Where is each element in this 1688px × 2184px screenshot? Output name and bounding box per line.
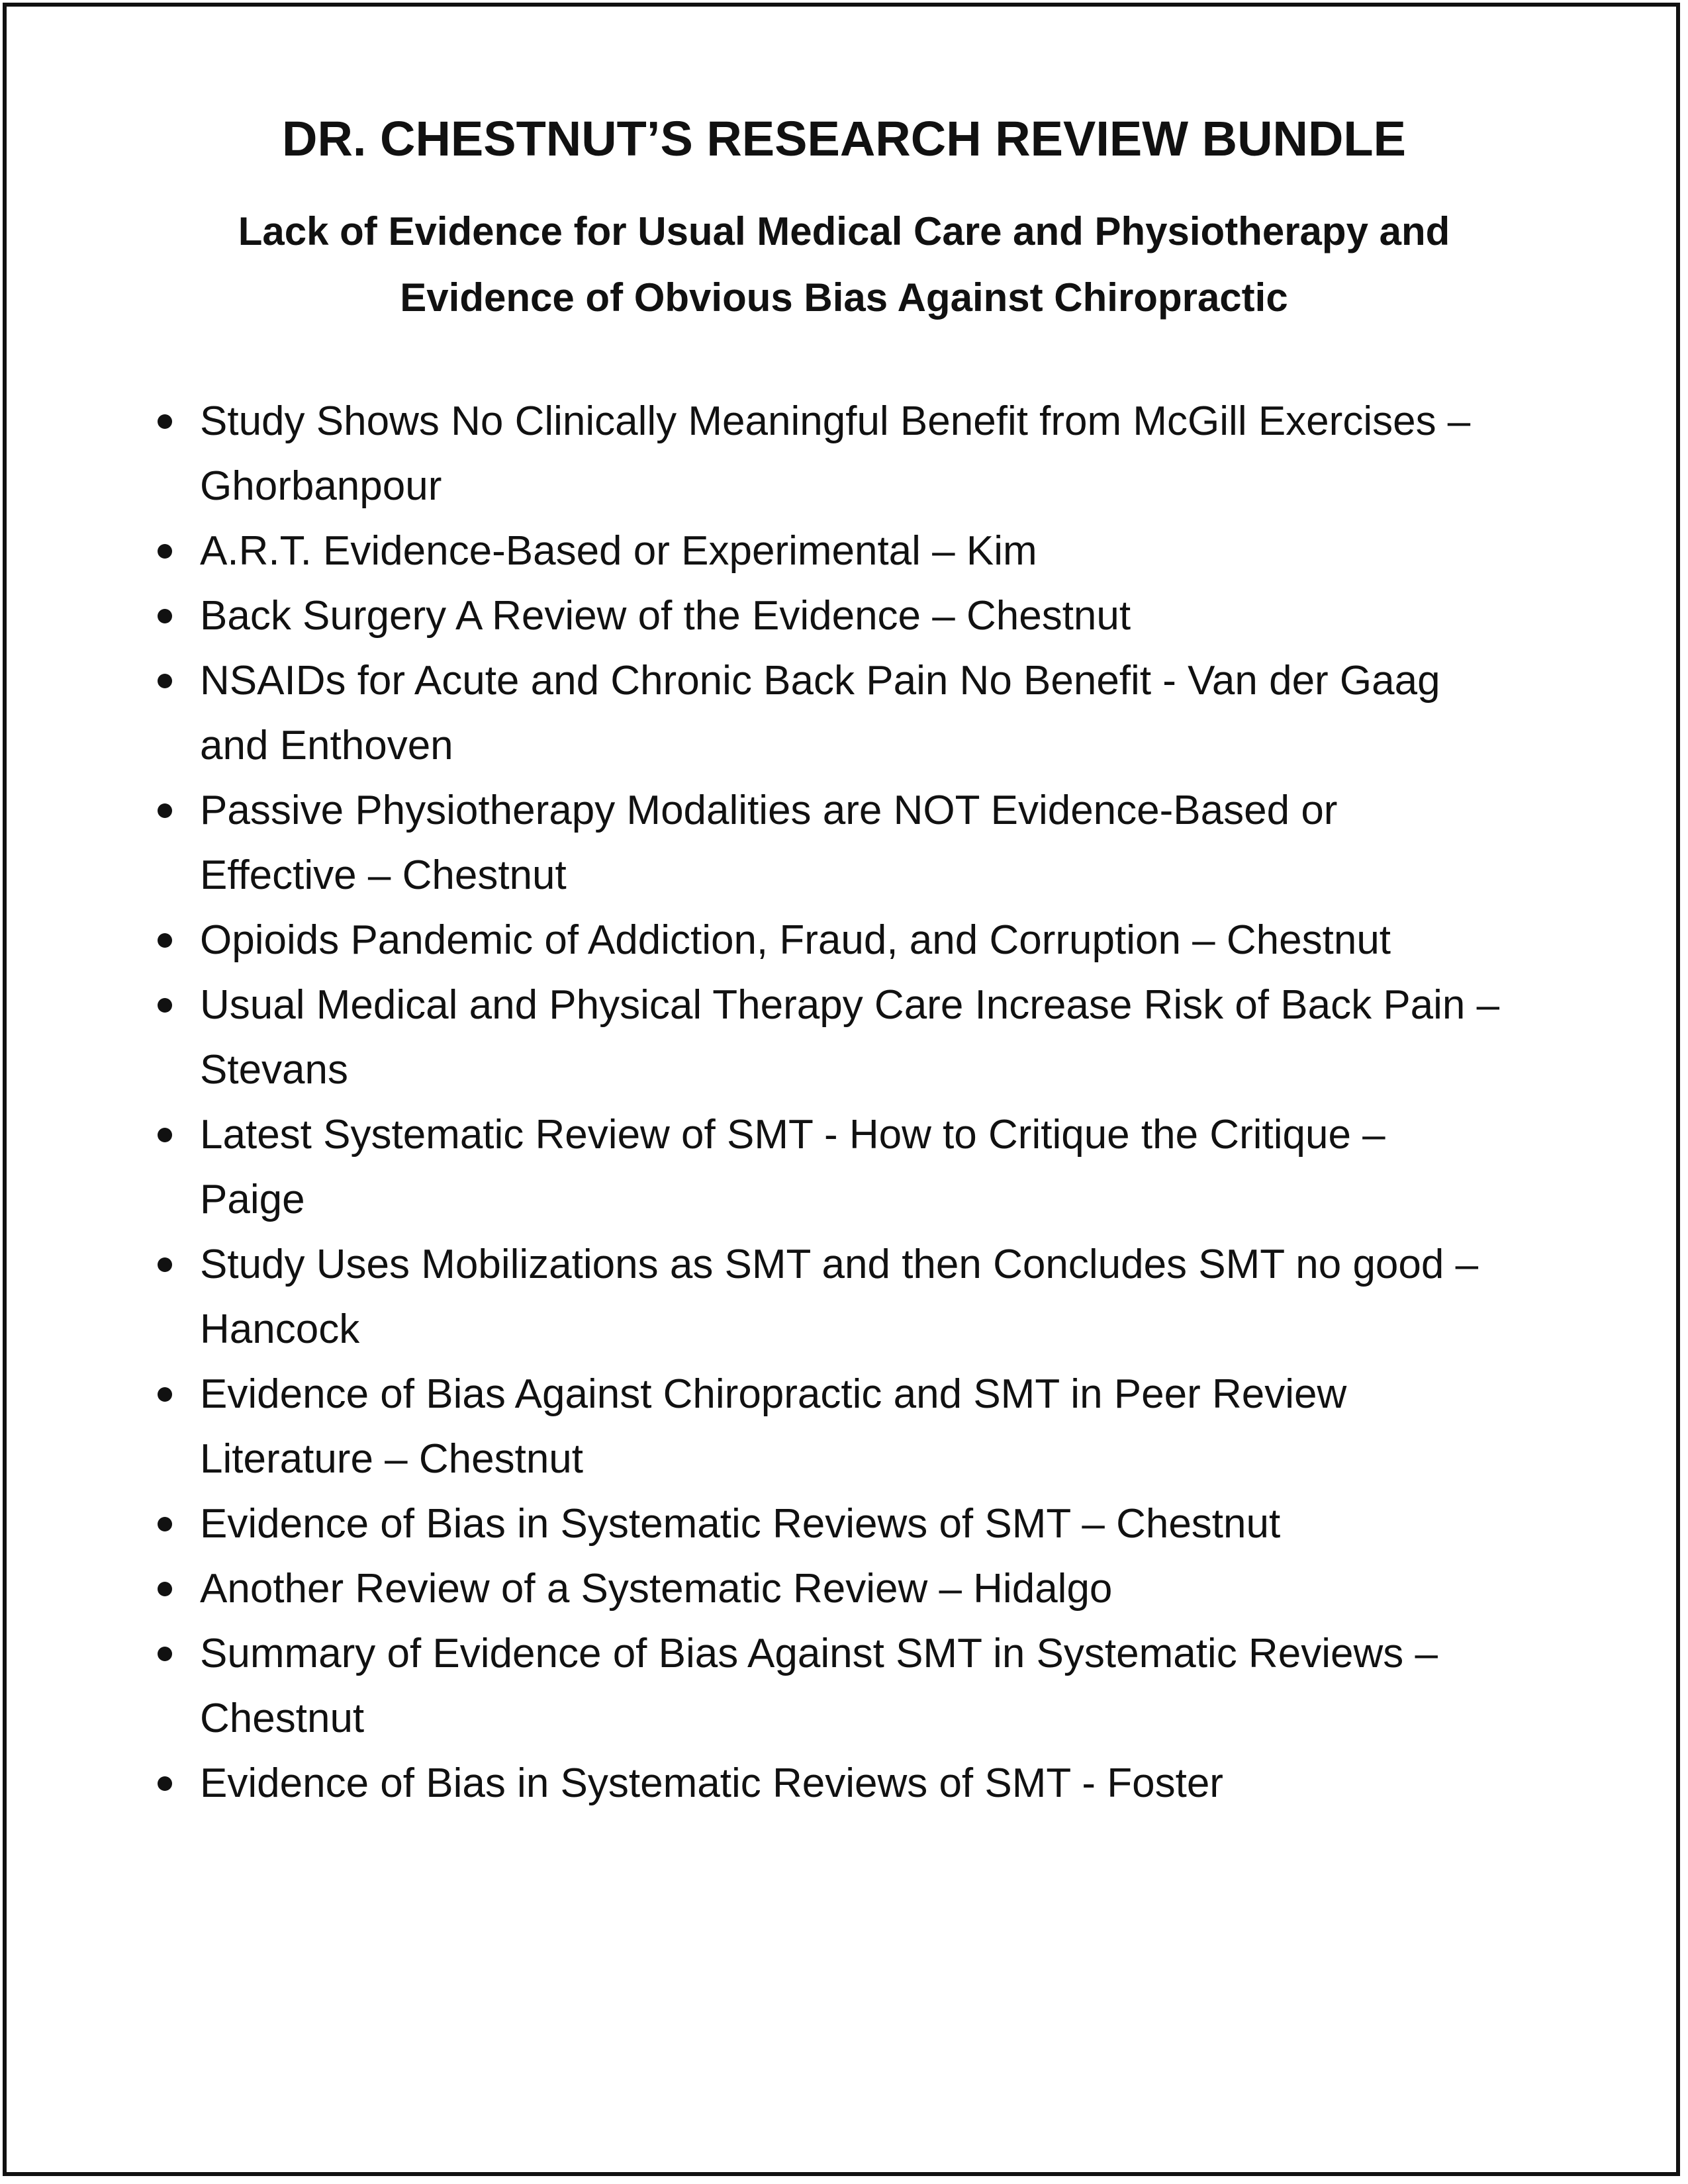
list-item-line: Summary of Evidence of Bias Against SMT in Systematic Reviews – (200, 1631, 1438, 1676)
list-item (152, 973, 1595, 1103)
bullet-icon (158, 414, 172, 429)
bullet-icon (158, 674, 172, 688)
list-item-line: Study Shows No Clinically Meaningful Benefit from McGill Exercises – (200, 398, 1471, 444)
subtitle-line-2: Evidence of Obvious Bias Against Chiropractic (400, 275, 1288, 320)
bullet-icon (158, 1776, 172, 1791)
bullet-icon (158, 544, 172, 559)
bullet-icon (158, 1128, 172, 1142)
list-item-line: Chestnut (200, 1696, 365, 1741)
list-item-line: NSAIDs for Acute and Chronic Back Pain No Benefit - Van der Gaag (200, 658, 1440, 704)
list-item (152, 389, 1595, 519)
bullet-icon (158, 609, 172, 623)
list-item-line: Literature – Chestnut (200, 1436, 584, 1482)
bullet-icon (158, 1517, 172, 1531)
list-item-line: Stevans (200, 1047, 349, 1093)
page-title: DR. CHESTNUT’S RESEARCH REVIEW BUNDLE (282, 111, 1406, 166)
list-item (152, 584, 1595, 649)
bullet-icon (158, 933, 172, 948)
list-item (152, 778, 1595, 908)
list-item (152, 908, 1595, 973)
list-item (152, 1751, 1595, 1816)
list-item-line: Usual Medical and Physical Therapy Care Increase Risk of Back Pain – (200, 982, 1500, 1028)
list-item (152, 1103, 1595, 1232)
list-item-line: Ghorbanpour (200, 463, 442, 509)
list-item-line: Evidence of Bias in Systematic Reviews of SMT - Foster (200, 1760, 1223, 1806)
list-item (152, 519, 1595, 584)
list-item-line: Evidence of Bias Against Chiropractic and SMT in Peer Review (200, 1371, 1347, 1417)
list-item (152, 649, 1595, 778)
list-item-line: A.R.T. Evidence-Based or Experimental – Kim (200, 528, 1037, 574)
list-item (152, 1232, 1595, 1362)
list-item-line: Paige (200, 1177, 305, 1222)
bullet-icon (158, 803, 172, 818)
bullet-icon (158, 1582, 172, 1596)
list-item-line: Effective – Chestnut (200, 852, 567, 898)
bullet-icon (158, 1387, 172, 1402)
list-item-line: Back Surgery A Review of the Evidence – Chestnut (200, 593, 1131, 639)
page-subtitle (132, 199, 1556, 331)
list-item-line: Evidence of Bias in Systematic Reviews of SMT – Chestnut (200, 1501, 1281, 1547)
list-item-line: and Enthoven (200, 723, 453, 768)
list-item-line: Latest Systematic Review of SMT - How to Critique the Critique – (200, 1112, 1385, 1158)
list-item-line: Another Review of a Systematic Review – Hidalgo (200, 1566, 1113, 1612)
list-item-line: Opioids Pandemic of Addiction, Fraud, and Corruption – Chestnut (200, 917, 1391, 963)
subtitle-line-1: Lack of Evidence for Usual Medical Care and Physiotherapy and (238, 209, 1450, 253)
list-item (152, 1557, 1595, 1621)
bundle-list (152, 389, 1595, 1816)
list-item (152, 1492, 1595, 1557)
list-item (152, 1362, 1595, 1492)
list-item-line: Hancock (200, 1306, 360, 1352)
list-item (152, 1621, 1595, 1751)
bullet-icon (158, 1257, 172, 1272)
bullet-icon (158, 1647, 172, 1661)
bullet-icon (158, 998, 172, 1013)
list-item-line: Passive Physiotherapy Modalities are NOT Evidence-Based or (200, 788, 1338, 833)
list-item-line: Study Uses Mobilizations as SMT and then Concludes SMT no good – (200, 1242, 1479, 1287)
